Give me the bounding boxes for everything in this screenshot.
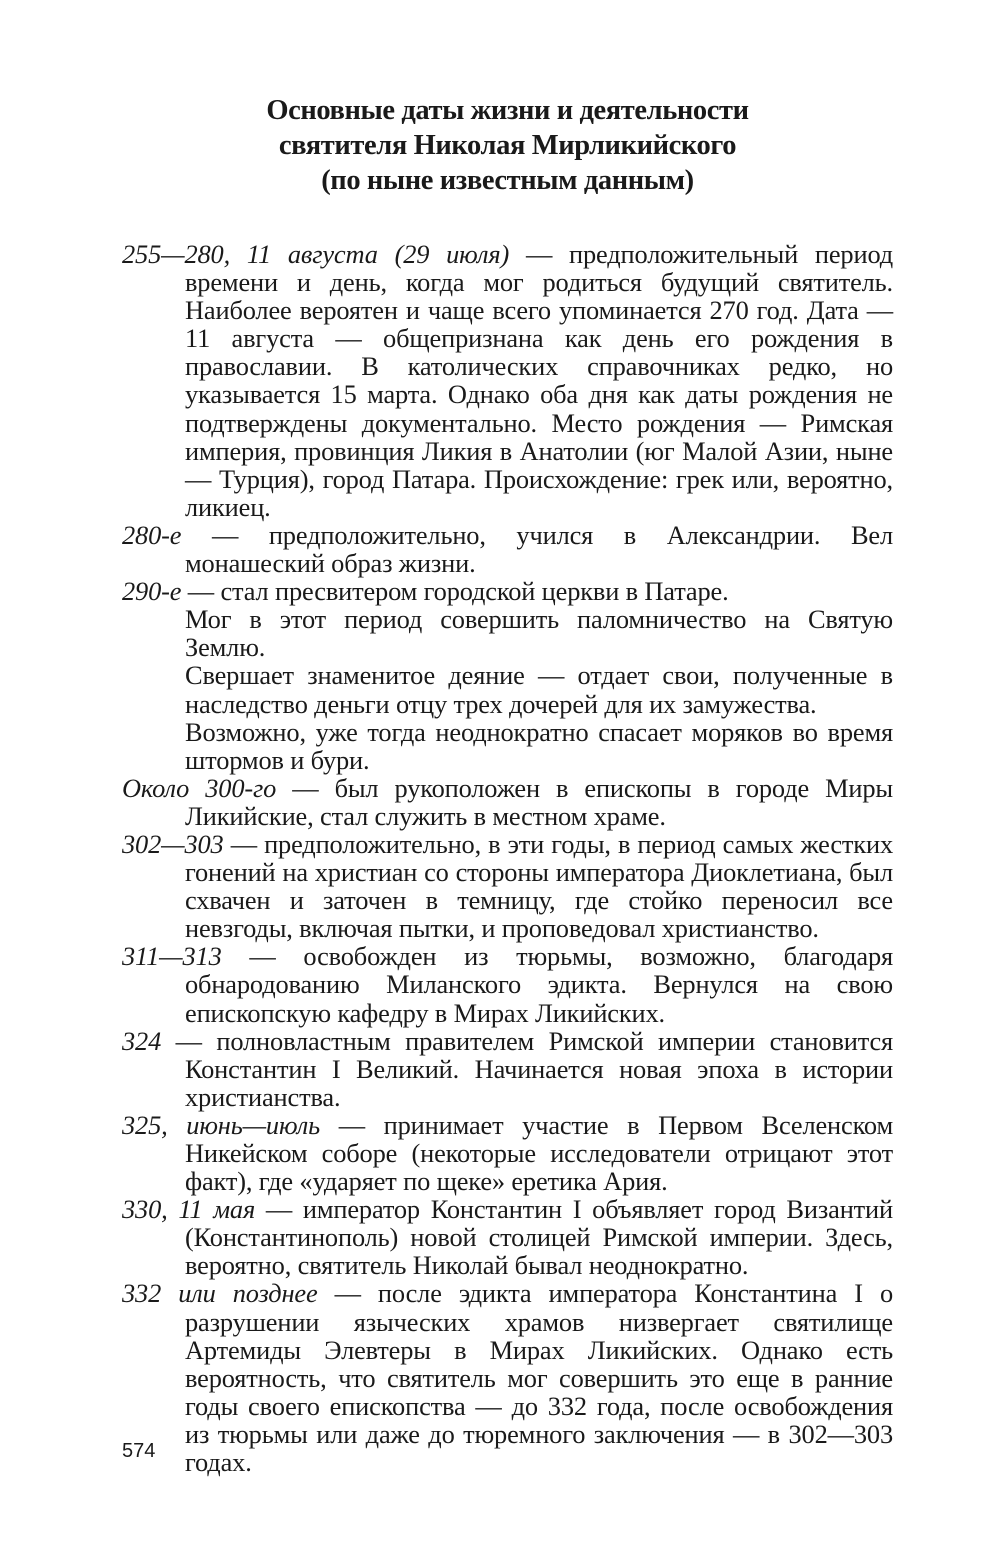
entry-text: — предположительно, в эти годы, в период самых жестких гонений на христиан со стороны императора Диоклетиана, был схвачен и заточен в темницу, где стойко переносил все невзгоды, включая пытки, и проповедовал христианство. bbox=[185, 828, 893, 944]
chronology-entry bbox=[122, 942, 893, 1026]
entry-date: 324 bbox=[122, 1025, 162, 1056]
title-line-2: святителя Николая Мирликийского bbox=[278, 130, 737, 161]
title-line-3: (по ныне известным данным) bbox=[321, 165, 694, 196]
entry-text: — освобожден из тюрьмы, возможно, благодаря обнародованию Миланского эдикта. Вернулся на свою епископскую кафедру в Мирах Ликийских. bbox=[185, 941, 893, 1028]
entry-date: 280-е bbox=[122, 519, 182, 550]
entry-text: — после эдикта императора Константина I о разрушении языческих храмов низвергает святилище Артемиды Элевтеры в Мирах Ликийских. Однако есть вероятность, что святитель мог совершить это еще в ранние годы своего епископства — до 332 года, после освобождения из тюрьмы или даже до тюремного заключения — в 302—303 годах. bbox=[185, 1278, 893, 1478]
chronology-entry bbox=[122, 774, 893, 830]
entry-text: — предположительный период времени и день, когда мог родиться будущий святитель. Наиболее вероятен и чаще всего упоминается 270 год. Дата — 11 августа — общепризнана как день его рождения в православии. В католических справочниках редко, но указывается 15 марта. Однако оба дня как даты рождения не подтверждены документально. Место рождения — Римская империя, провинция Ликия в Анатолии (юг Малой Азии, ныне — Турция), город Патара. Происхождение: грек или, вероятно, ликиец. bbox=[185, 239, 894, 522]
chronology-entry bbox=[122, 1111, 893, 1195]
entry-date: 302—303 bbox=[122, 828, 224, 859]
chronology-entry bbox=[122, 577, 893, 605]
entry-date: 290-е bbox=[122, 576, 182, 607]
chronology-entry bbox=[122, 1279, 893, 1476]
chronology-entry bbox=[122, 1195, 893, 1279]
entry-date: 332 или позднее bbox=[122, 1278, 318, 1309]
title-line-1: Основные даты жизни и деятельности bbox=[266, 95, 749, 126]
entry-text: — полновластным правителем Римской империи становится Константин I Великий. Начинается новая эпоха в истории христианства. bbox=[161, 1025, 893, 1112]
chronology-entry bbox=[122, 240, 893, 521]
entry-text: — был рукоположен в епископы в городе Миры Ликийские, стал служить в местном храме. bbox=[185, 772, 893, 831]
entry-date: 330, 11 мая bbox=[122, 1194, 256, 1225]
chronology-entry bbox=[122, 521, 893, 577]
entry-continuation: Мог в этот период совершить паломничество на Святую Землю. bbox=[185, 604, 893, 663]
chronology-entry bbox=[122, 830, 893, 942]
page-number: 574 bbox=[122, 1440, 156, 1462]
entry-text: — стал пресвитером городской церкви в Патаре. bbox=[181, 576, 729, 607]
entry-date: 255—280, 11 августа (29 июля) bbox=[122, 239, 510, 269]
page-title bbox=[120, 93, 895, 198]
entry-date: Около 300-го bbox=[122, 772, 277, 803]
entry-text: — принимает участие в Первом Вселенском Никейском соборе (некоторые исследователи отрицают этот факт), где «ударяет по щеке» еретика Ария. bbox=[185, 1109, 893, 1197]
entry-date: 311—313 bbox=[122, 941, 222, 972]
chronology-list bbox=[122, 240, 893, 1476]
entry-text: — предположительно, учился в Александрии. Вел монашеский образ жизни. bbox=[181, 519, 893, 579]
entry-continuation: Свершает знаменитое деяние — отдает свои, полученные в наследство деньги отцу трех дочерей для их замужества. bbox=[185, 660, 893, 719]
entry-text: — император Константин I объявляет город Византий (Константинополь) новой столицей Римской империи. Здесь, вероятно, святитель Николай бывал неоднократно. bbox=[185, 1194, 893, 1281]
chronology-entry bbox=[122, 1027, 893, 1111]
entry-continuation: Возможно, уже тогда неоднократно спасает моряков во время штормов и бури. bbox=[185, 716, 893, 775]
entry-date: 325, июнь—июль bbox=[122, 1109, 320, 1140]
